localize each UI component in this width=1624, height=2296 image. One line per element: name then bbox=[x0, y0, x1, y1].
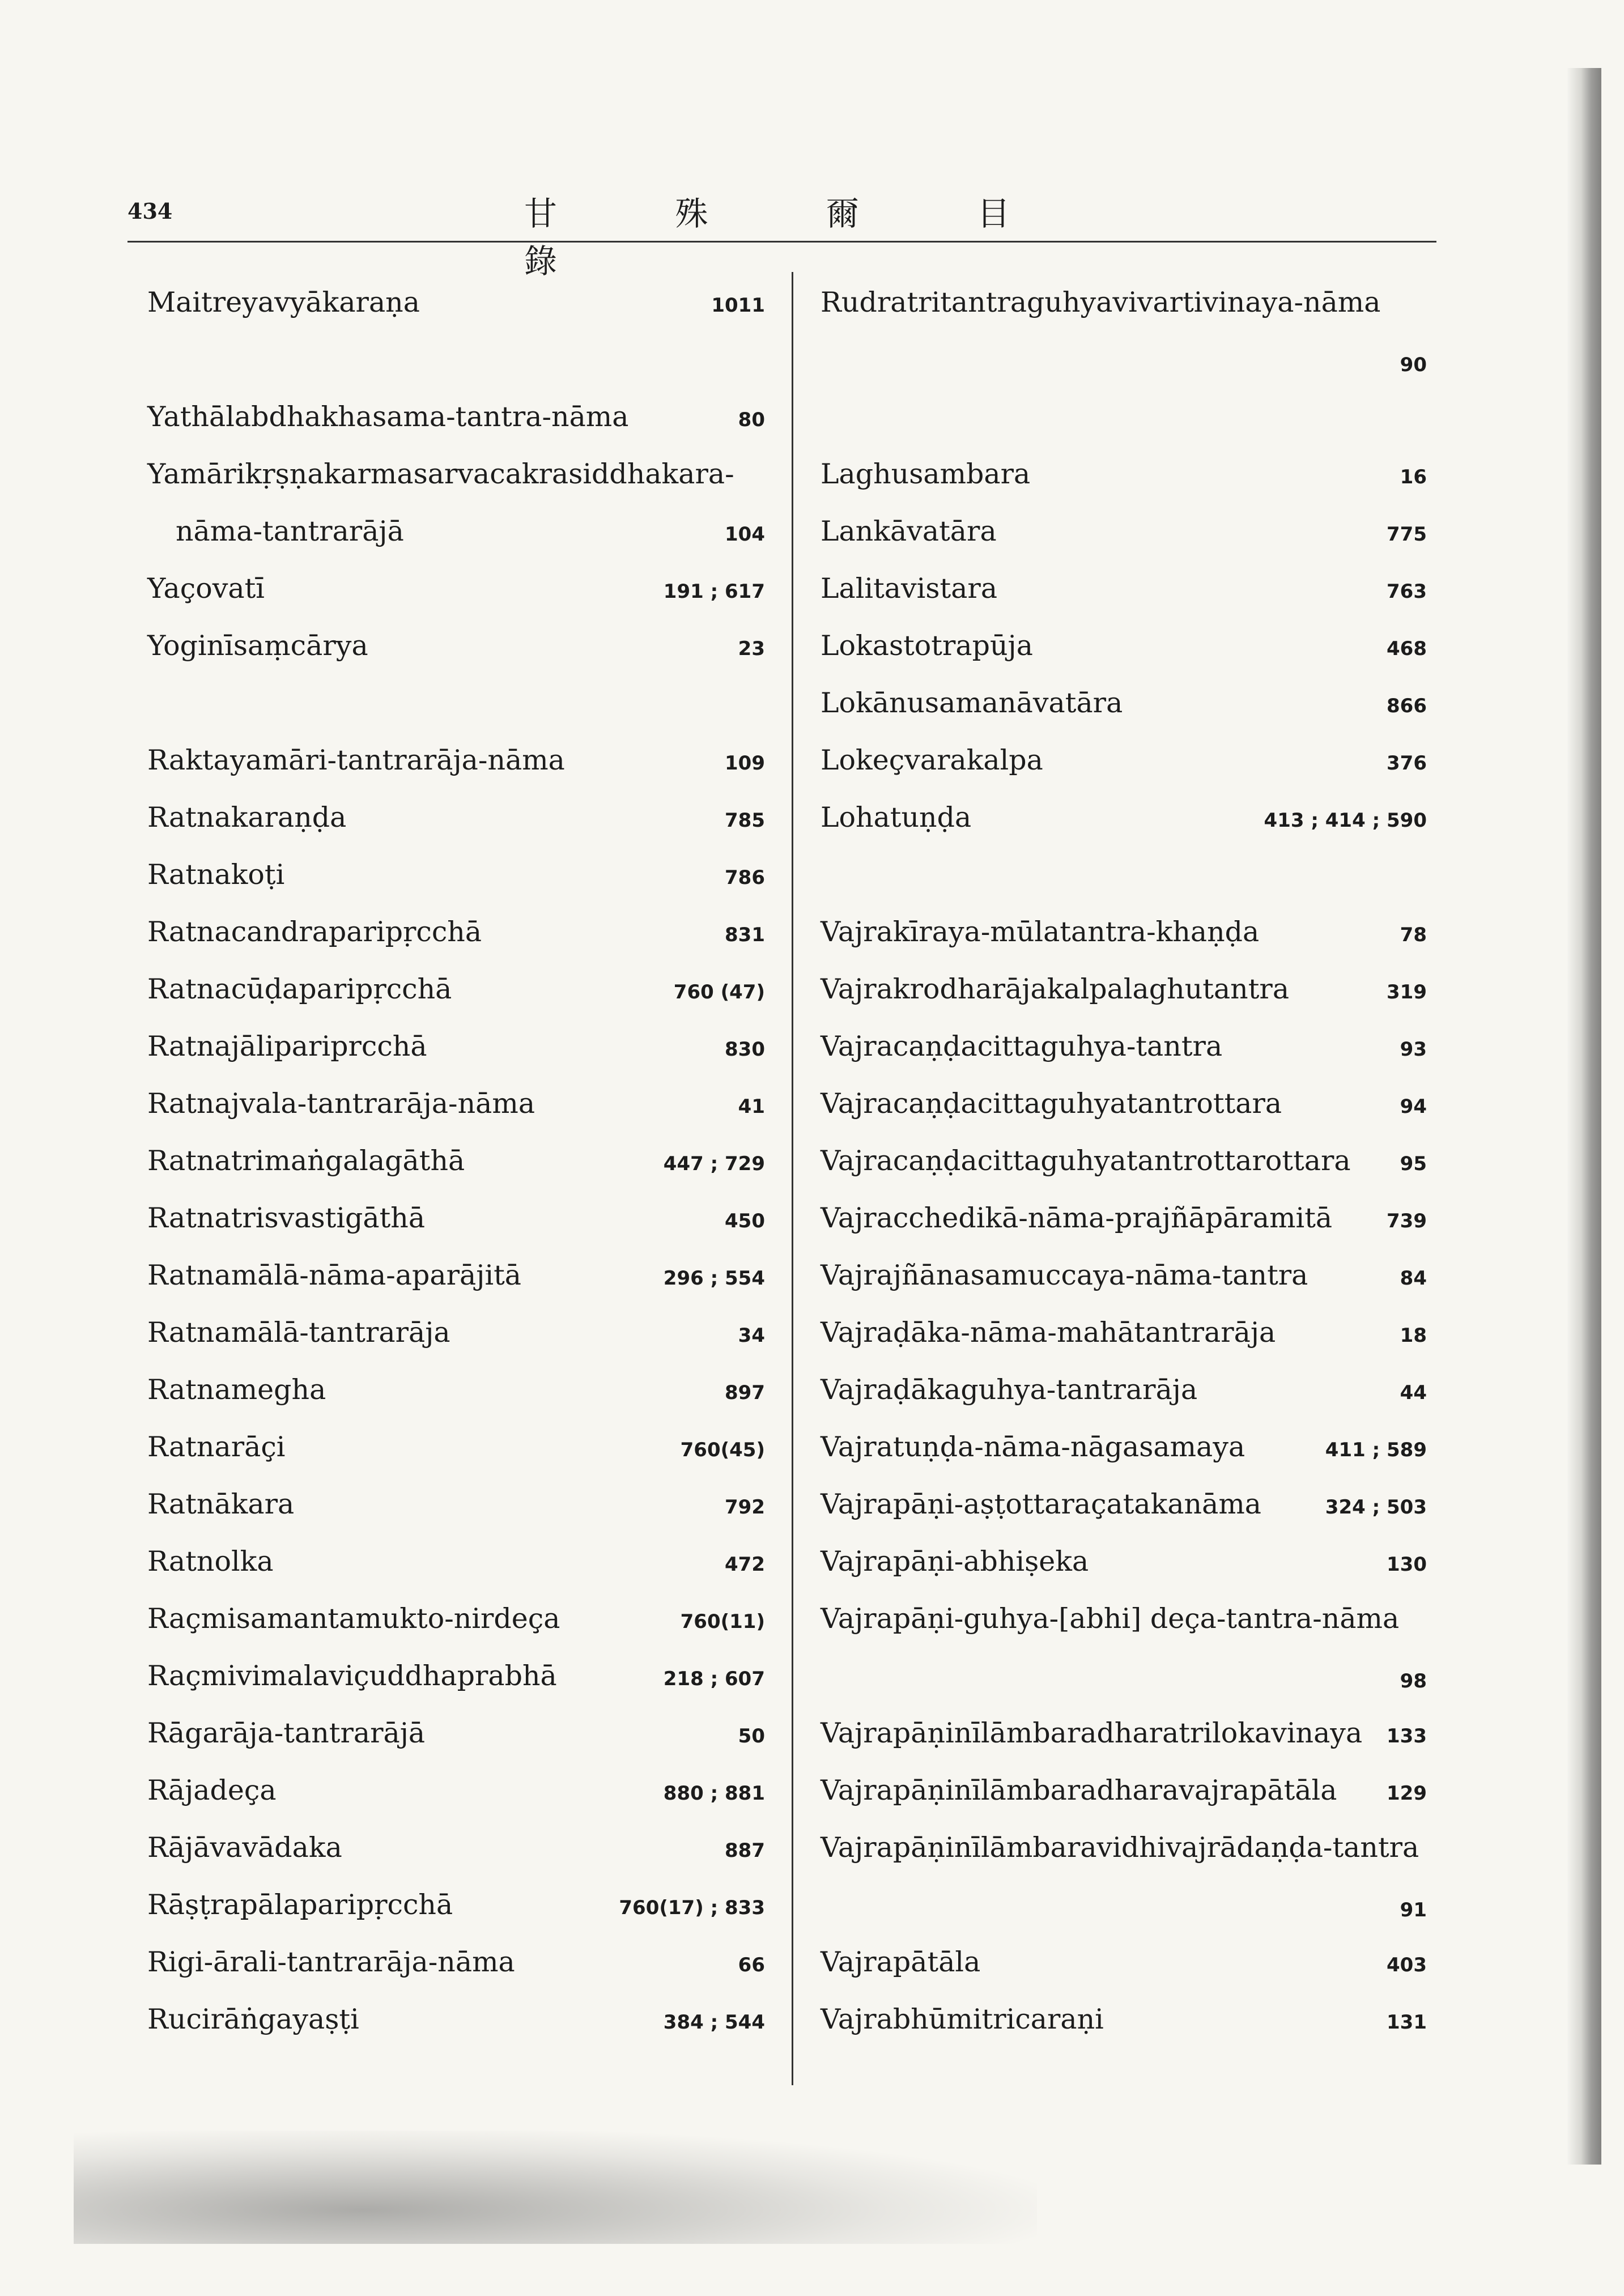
index-entry bbox=[147, 1946, 765, 2003]
index-entry bbox=[820, 286, 1427, 343]
entry-title: Raçmivimalaviçuddhaprabhā bbox=[147, 1660, 557, 1692]
index-entry bbox=[820, 1202, 1427, 1259]
index-entry bbox=[147, 1259, 765, 1316]
index-gap bbox=[147, 343, 765, 401]
entry-pages: 376 bbox=[1387, 752, 1427, 775]
index-entry bbox=[147, 572, 765, 630]
entry-title: Maitreyavyākaraṇa bbox=[147, 286, 420, 318]
index-entry bbox=[820, 1431, 1427, 1488]
entry-title: Ratnamālā-nāma-aparājitā bbox=[147, 1259, 522, 1291]
index-entry bbox=[147, 1717, 765, 1774]
index-entry bbox=[820, 1316, 1427, 1374]
entry-pages: 880 ; 881 bbox=[663, 1782, 765, 1805]
scan-smudge bbox=[74, 2131, 1037, 2244]
index-entry bbox=[820, 973, 1427, 1030]
entry-title: Ratnajvala-tantrarāja-nāma bbox=[147, 1087, 535, 1120]
entry-pages: 447 ; 729 bbox=[663, 1153, 765, 1175]
entry-pages: 831 bbox=[725, 924, 765, 946]
index-entry bbox=[147, 1488, 765, 1545]
index-gap bbox=[820, 858, 1427, 916]
entry-pages: 785 bbox=[725, 809, 765, 832]
index-entry bbox=[147, 973, 765, 1030]
column-divider bbox=[792, 272, 793, 2085]
entry-pages: 80 bbox=[738, 409, 765, 431]
entry-pages: 90 bbox=[1400, 354, 1427, 376]
index-entry bbox=[147, 1087, 765, 1145]
index-entry bbox=[147, 801, 765, 858]
entry-pages: 50 bbox=[738, 1725, 765, 1747]
entry-pages: 131 bbox=[1387, 2011, 1427, 2034]
entry-title: Ratnākara bbox=[147, 1488, 295, 1520]
entry-pages: 472 bbox=[725, 1553, 765, 1576]
entry-pages: 130 bbox=[1387, 1553, 1427, 1576]
index-entry bbox=[147, 2003, 765, 2060]
entry-pages: 133 bbox=[1387, 1725, 1427, 1747]
index-entry bbox=[820, 1889, 1427, 1946]
index-entry bbox=[147, 1030, 765, 1087]
index-entry bbox=[820, 1831, 1427, 1889]
entry-title: Vajrabhūmitricaraṇi bbox=[820, 2003, 1104, 2035]
entry-title: Ratnakaraṇḍa bbox=[147, 801, 347, 834]
entry-title: Ratnakoṭi bbox=[147, 858, 285, 891]
page-header bbox=[127, 187, 1436, 280]
index-entry bbox=[147, 458, 765, 515]
index-entry bbox=[820, 1145, 1427, 1202]
entry-pages: 1011 bbox=[711, 294, 765, 317]
entry-pages: 763 bbox=[1387, 580, 1427, 603]
entry-title: Lokastotrapūja bbox=[820, 630, 1033, 662]
index-entry bbox=[820, 801, 1427, 858]
entry-pages: 191 ; 617 bbox=[663, 580, 765, 603]
entry-pages: 98 bbox=[1400, 1670, 1427, 1693]
entry-title: nāma-tantrarājā bbox=[176, 515, 404, 547]
index-entry bbox=[147, 515, 765, 572]
entry-title: Lankāvatāra bbox=[820, 515, 997, 547]
entry-title: Ratnacandraparipṛcchā bbox=[147, 916, 482, 948]
index-entry bbox=[820, 1660, 1427, 1717]
entry-pages: 16 bbox=[1400, 466, 1427, 488]
entry-title: Vajracaṇḍacittaguhyatantrottarottara bbox=[820, 1145, 1351, 1177]
index-entry bbox=[820, 343, 1427, 401]
index-entry bbox=[820, 916, 1427, 973]
entry-title: Vajracaṇḍacittaguhya-tantra bbox=[820, 1030, 1223, 1062]
entry-pages: 34 bbox=[738, 1324, 765, 1347]
index-entry bbox=[820, 572, 1427, 630]
index-entry bbox=[147, 916, 765, 973]
index-entry bbox=[147, 1889, 765, 1946]
index-entry bbox=[820, 1602, 1427, 1660]
entry-title: Vajrakīraya-mūlatantra-khaṇḍa bbox=[820, 916, 1260, 948]
index-column-left bbox=[147, 286, 765, 2060]
entry-title: Ratnacūḍaparipṛcchā bbox=[147, 973, 452, 1005]
index-entry bbox=[820, 630, 1427, 687]
index-entry bbox=[147, 1145, 765, 1202]
index-entry bbox=[147, 1602, 765, 1660]
entry-title: Rigi-ārali-tantrarāja-nāma bbox=[147, 1946, 515, 1978]
entry-title: Rāgarāja-tantrarājā bbox=[147, 1717, 426, 1749]
index-entry bbox=[820, 1717, 1427, 1774]
entry-pages: 411 ; 589 bbox=[1325, 1439, 1427, 1461]
entry-title: Lalitavistara bbox=[820, 572, 998, 605]
page-spine-shadow bbox=[1567, 68, 1601, 2165]
entry-pages: 66 bbox=[738, 1954, 765, 1976]
index-entry bbox=[147, 1202, 765, 1259]
entry-pages: 775 bbox=[1387, 523, 1427, 546]
index-entry bbox=[820, 458, 1427, 515]
index-entry bbox=[820, 515, 1427, 572]
index-entry bbox=[147, 1316, 765, 1374]
index-entry bbox=[820, 2003, 1427, 2060]
entry-title: Rudratritantraguhyavivartivinaya-nāma bbox=[820, 286, 1381, 318]
entry-title: Ratnamālā-tantrarāja bbox=[147, 1316, 450, 1349]
index-entry bbox=[820, 1946, 1427, 2003]
entry-title: Vajrakrodharājakalpalaghutantra bbox=[820, 973, 1290, 1005]
entry-title: Vajracaṇḍacittaguhyatantrottara bbox=[820, 1087, 1282, 1120]
entry-title: Yamārikṛṣṇakarmasarvacakrasiddhakara- bbox=[147, 458, 734, 490]
index-entry bbox=[147, 1431, 765, 1488]
entry-title: Vajrapāṇi-guhya-[abhi] deça-tantra-nāma bbox=[820, 1602, 1400, 1635]
entry-pages: 91 bbox=[1400, 1899, 1427, 1921]
entry-pages: 739 bbox=[1387, 1210, 1427, 1232]
entry-pages: 760 (47) bbox=[673, 981, 765, 1004]
entry-title: Ratnajālipariprcchā bbox=[147, 1030, 427, 1062]
index-entry bbox=[147, 744, 765, 801]
entry-title: Vajrapāṇinīlāmbaradharavajrapātāla bbox=[820, 1774, 1337, 1806]
index-entry bbox=[147, 1545, 765, 1602]
entry-pages: 94 bbox=[1400, 1095, 1427, 1118]
entry-title: Vajrajñānasamuccaya-nāma-tantra bbox=[820, 1259, 1308, 1291]
entry-pages: 218 ; 607 bbox=[663, 1668, 765, 1690]
entry-pages: 324 ; 503 bbox=[1325, 1496, 1427, 1519]
entry-title: Vajratuṇḍa-nāma-nāgasamaya bbox=[820, 1431, 1245, 1463]
entry-pages: 44 bbox=[1400, 1381, 1427, 1404]
entry-title: Raktayamāri-tantrarāja-nāma bbox=[147, 744, 565, 776]
entry-title: Vajrapāṇi-abhiṣeka bbox=[820, 1545, 1089, 1578]
entry-title: Yathālabdhakhasama-tantra-nāma bbox=[147, 401, 629, 433]
entry-pages: 384 ; 544 bbox=[663, 2011, 765, 2034]
entry-title: Ratnamegha bbox=[147, 1374, 326, 1406]
index-entry bbox=[820, 1488, 1427, 1545]
entry-title: Vajracchedikā-nāma-prajñāpāramitā bbox=[820, 1202, 1333, 1234]
entry-title: Vajraḍākaguhya-tantrarāja bbox=[820, 1374, 1198, 1406]
index-entry bbox=[820, 1774, 1427, 1831]
page-title: 甘 殊 爾 目 錄 bbox=[524, 194, 1064, 280]
entry-pages: 760(11) bbox=[680, 1610, 765, 1633]
index-gap bbox=[820, 401, 1427, 458]
index-entry bbox=[820, 1259, 1427, 1316]
index-entry bbox=[820, 687, 1427, 744]
entry-title: Yaçovatī bbox=[147, 572, 265, 605]
entry-pages: 830 bbox=[725, 1038, 765, 1061]
entry-title: Raçmisamantamukto-nirdeça bbox=[147, 1602, 560, 1635]
index-entry bbox=[147, 858, 765, 916]
entry-pages: 413 ; 414 ; 590 bbox=[1264, 809, 1427, 832]
entry-pages: 84 bbox=[1400, 1267, 1427, 1290]
entry-pages: 109 bbox=[725, 752, 765, 775]
entry-title: Lokeçvarakalpa bbox=[820, 744, 1043, 776]
entry-pages: 450 bbox=[725, 1210, 765, 1232]
entry-title: Vajrapātāla bbox=[820, 1946, 981, 1978]
entry-pages: 93 bbox=[1400, 1038, 1427, 1061]
page-number: 434 bbox=[127, 198, 173, 224]
index-column-right bbox=[820, 286, 1427, 2060]
index-entry bbox=[147, 1831, 765, 1889]
index-entry bbox=[820, 744, 1427, 801]
entry-title: Yoginīsaṃcārya bbox=[147, 630, 368, 662]
entry-title: Ratnolka bbox=[147, 1545, 274, 1578]
index-gap bbox=[147, 687, 765, 744]
entry-title: Ratnarāçi bbox=[147, 1431, 286, 1463]
entry-title: Lohatuṇḍa bbox=[820, 801, 972, 834]
entry-title: Ratnatrisvastigāthā bbox=[147, 1202, 426, 1234]
entry-title: Rājadeça bbox=[147, 1774, 277, 1806]
entry-title: Vajrapāṇi-aṣṭottaraçatakanāma bbox=[820, 1488, 1261, 1520]
entry-pages: 78 bbox=[1400, 924, 1427, 946]
index-entry bbox=[147, 1660, 765, 1717]
entry-pages: 296 ; 554 bbox=[663, 1267, 765, 1290]
entry-pages: 760(17) ; 833 bbox=[619, 1897, 765, 1919]
entry-pages: 468 bbox=[1387, 637, 1427, 660]
index-entry bbox=[147, 630, 765, 687]
entry-pages: 319 bbox=[1387, 981, 1427, 1004]
entry-title: Vajrapāṇinīlāmbaradharatrilokavinaya bbox=[820, 1717, 1363, 1749]
index-entry bbox=[820, 1030, 1427, 1087]
index-entry bbox=[147, 1774, 765, 1831]
entry-pages: 897 bbox=[725, 1381, 765, 1404]
entry-pages: 23 bbox=[738, 637, 765, 660]
index-entry bbox=[147, 1374, 765, 1431]
entry-title: Lokānusamanāvatāra bbox=[820, 687, 1123, 719]
entry-pages: 786 bbox=[725, 866, 765, 889]
entry-pages: 887 bbox=[725, 1839, 765, 1862]
index-entry bbox=[820, 1545, 1427, 1602]
entry-title: Ratnatrimaṅgalagāthā bbox=[147, 1145, 465, 1177]
index-entry bbox=[820, 1374, 1427, 1431]
entry-title: Vajrapāṇinīlāmbaravidhivajrādaṇḍa-tantra bbox=[820, 1831, 1419, 1864]
entry-pages: 41 bbox=[738, 1095, 765, 1118]
entry-title: Laghusambara bbox=[820, 458, 1031, 490]
entry-pages: 866 bbox=[1387, 695, 1427, 717]
entry-title: Rucirāṅgayaṣṭi bbox=[147, 2003, 359, 2035]
entry-title: Rājāvavādaka bbox=[147, 1831, 342, 1864]
entry-pages: 129 bbox=[1387, 1782, 1427, 1805]
entry-title: Vajraḍāka-nāma-mahātantrarāja bbox=[820, 1316, 1276, 1349]
entry-title: Rāṣṭrapālaparipṛcchā bbox=[147, 1889, 453, 1921]
index-entry bbox=[147, 286, 765, 343]
entry-pages: 18 bbox=[1400, 1324, 1427, 1347]
index-entry bbox=[147, 401, 765, 458]
entry-pages: 792 bbox=[725, 1496, 765, 1519]
entry-pages: 403 bbox=[1387, 1954, 1427, 1976]
entry-pages: 104 bbox=[725, 523, 765, 546]
entry-pages: 95 bbox=[1400, 1153, 1427, 1175]
index-entry bbox=[820, 1087, 1427, 1145]
entry-pages: 760(45) bbox=[680, 1439, 765, 1461]
